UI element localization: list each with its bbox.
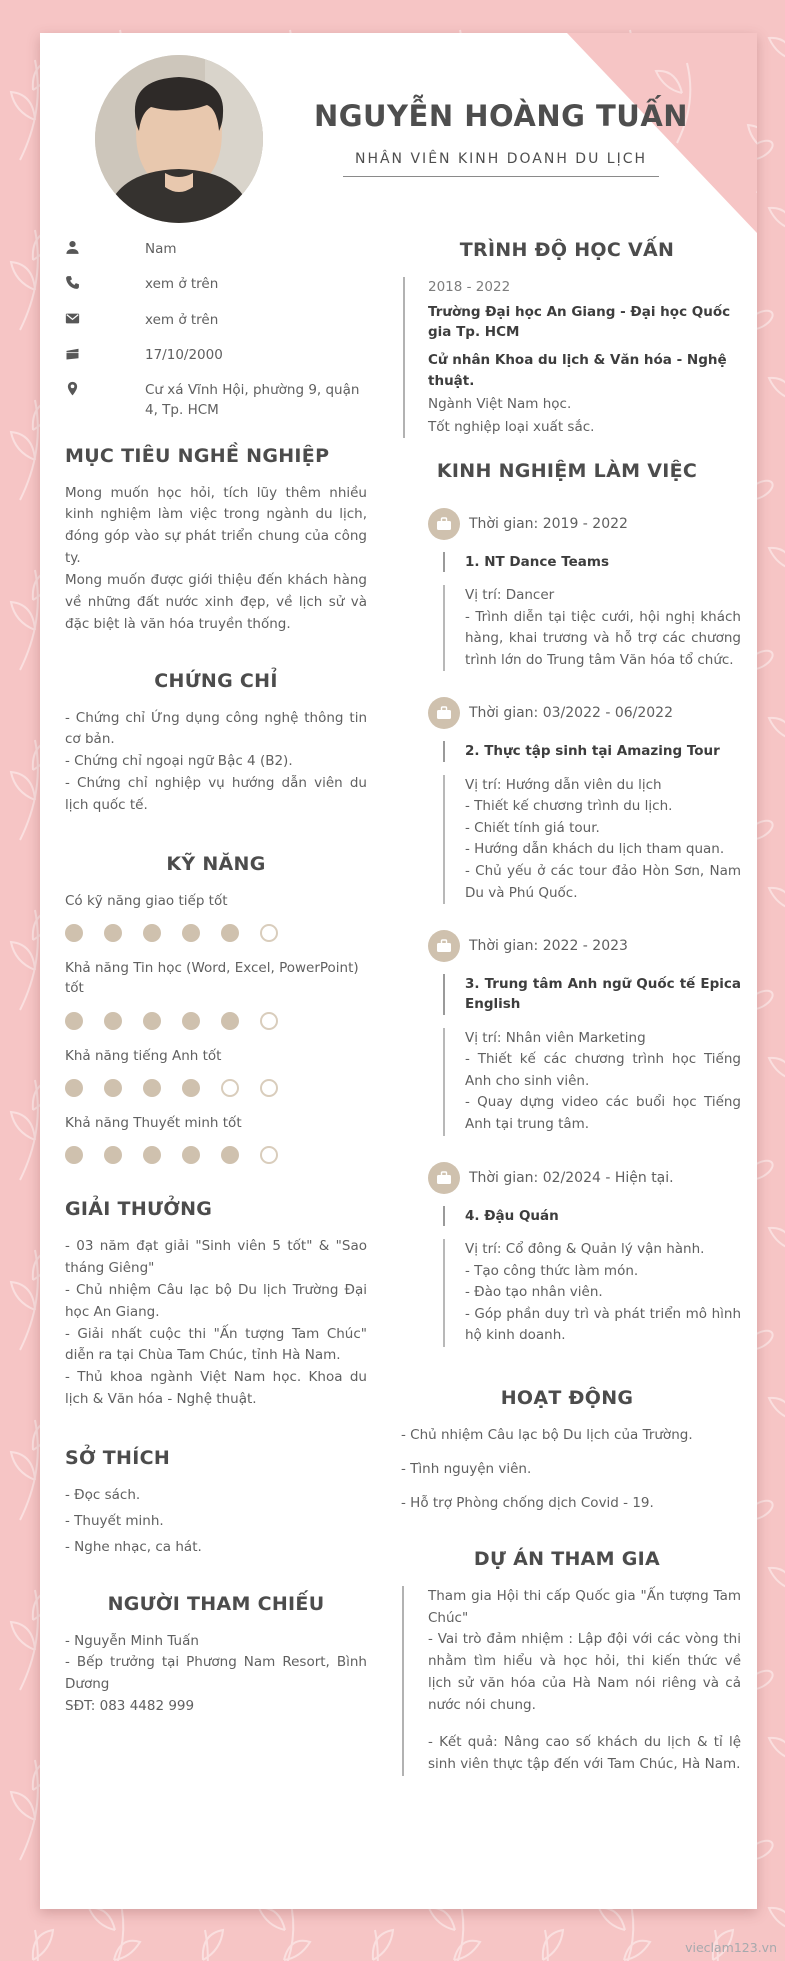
activity-item: - Tình nguyện viên. <box>401 1460 532 1477</box>
job-description-line: Vị trí: Dancer <box>465 587 555 604</box>
experience-heading: KINH NGHIỆM LÀM VIỆC <box>436 459 698 482</box>
job-time-row <box>428 697 741 729</box>
skill-dot-empty <box>260 924 278 942</box>
left-column <box>65 239 367 1718</box>
objective-paragraphs <box>65 483 367 636</box>
briefcase-icon <box>428 697 460 729</box>
experience-job <box>393 930 741 1135</box>
skill-dot-filled <box>104 1146 122 1164</box>
reference-line: SĐT: 083 4482 999 <box>65 1698 195 1715</box>
skill-label: Có kỹ năng giao tiếp tốt <box>65 892 228 909</box>
resume-columns <box>40 223 757 1776</box>
job-period: Thời gian: 03/2022 - 06/2022 <box>469 705 673 722</box>
activities-list <box>393 1425 741 1514</box>
candidate-name: NGUYỄN HOÀNG TUẤN <box>313 99 689 133</box>
job-description <box>443 1028 741 1136</box>
objective-paragraph: Mong muốn được giới thiệu đến khách hàng về những đất nước xinh đẹp, về lịch sử và đặc biệt là văn hóa truyền thống. <box>65 571 367 632</box>
education-degree: Cử nhân Khoa du lịch & Văn hóa - Nghệ thuật. <box>428 352 727 389</box>
skill-dot-filled <box>143 1079 161 1097</box>
job-description <box>443 585 741 671</box>
job-period: Thời gian: 02/2024 - Hiện tại. <box>469 1169 674 1186</box>
activities-heading: HOẠT ĐỘNG <box>500 1386 634 1409</box>
reference-line: - Bếp trưởng tại Phương Nam Resort, Bình Dương <box>65 1654 367 1693</box>
job-description-line: - Đào tạo nhân viên. <box>465 1284 603 1301</box>
skill-dot-filled <box>65 924 83 942</box>
skill-dot-filled <box>65 1012 83 1030</box>
briefcase-icon <box>428 508 460 540</box>
header <box>40 33 757 223</box>
candidate-job-title: NHÂN VIÊN KINH DOANH DU LỊCH <box>343 151 659 177</box>
activity-item: - Hỗ trợ Phòng chống dịch Covid - 19. <box>401 1494 654 1511</box>
job-description-line: - Thiết kế chương trình du lịch. <box>465 798 673 815</box>
header-text <box>263 99 757 223</box>
job-period: Thời gian: 2019 - 2022 <box>469 515 628 532</box>
certificate-item: - Chứng chỉ ngoại ngữ Bậc 4 (B2). <box>65 753 293 770</box>
contact-row-dob <box>65 345 367 365</box>
skill-dot-filled <box>221 1146 239 1164</box>
activity-item: - Chủ nhiệm Câu lạc bộ Du lịch của Trường. <box>401 1426 693 1443</box>
education-school: Trường Đại học An Giang - Đại học Quốc gia Tp. HCM <box>428 303 731 341</box>
certificates-heading: CHỨNG CHỈ <box>154 669 278 692</box>
experience-job <box>393 697 741 904</box>
skill-dot-empty <box>221 1079 239 1097</box>
skill-label: Khả năng Thuyết minh tốt <box>65 1114 242 1131</box>
contact-row-gender <box>65 239 367 259</box>
skill-dot-filled <box>104 1079 122 1097</box>
skill-dot-filled <box>182 1012 200 1030</box>
awards-section <box>65 1198 367 1411</box>
award-item: - Giải nhất cuộc thi "Ấn tượng Tam Chúc" diễn ra tại Chùa Tam Chúc, tỉnh Hà Nam. <box>65 1325 367 1364</box>
skills-heading: KỸ NĂNG <box>166 852 266 875</box>
hobbies-heading: SỞ THÍCH <box>65 1446 171 1469</box>
certificates-section <box>65 670 367 817</box>
award-item: - 03 năm đạt giải "Sinh viên 5 tốt" & "Sao tháng Giêng" <box>65 1238 367 1276</box>
job-description-line: Vị trí: Cổ đông & Quản lý vận hành. <box>465 1240 705 1257</box>
skill-dot-filled <box>143 1146 161 1164</box>
education-heading: TRÌNH ĐỘ HỌC VẤN <box>459 239 675 261</box>
skill-dot-filled <box>143 924 161 942</box>
job-description-line: - Thiết kế các chương trình học Tiếng Anh cho sinh viên. <box>465 1051 741 1089</box>
job-description-line: - Góp phần duy trì và phát triển mô hình hộ kinh doanh. <box>465 1305 741 1344</box>
awards-list <box>65 1236 367 1411</box>
skill-dot-filled <box>104 924 122 942</box>
education-major: Ngành Việt Nam học. <box>428 395 572 412</box>
right-column <box>393 239 741 1776</box>
skill-dot-filled <box>182 1079 200 1097</box>
experience-section <box>393 460 741 1347</box>
job-title: 2. Thực tập sinh tại Amazing Tour <box>443 741 741 761</box>
award-item: - Chủ nhiệm Câu lạc bộ Du lịch Trường Đại học An Giang. <box>65 1281 367 1320</box>
job-title: 1. NT Dance Teams <box>443 552 741 572</box>
education-result: Tốt nghiệp loại xuất sắc. <box>428 418 595 435</box>
location-pin-icon <box>65 380 81 400</box>
person-icon <box>65 239 81 259</box>
contact-section <box>65 239 367 421</box>
project-paragraph: - Vai trò đảm nhiệm : Lập đội với các vòng thi nhằm tìm hiểu và học hỏi, thi kiến thức về lịch sử văn hóa của Hà Nam nói riêng và cả nước nói chung. <box>428 1631 741 1713</box>
job-description-line: - Tạo công thức làm món. <box>465 1262 639 1279</box>
contact-email-value: xem ở trên <box>145 311 219 328</box>
references-list <box>65 1631 367 1718</box>
experience-job <box>393 1162 741 1347</box>
objective-paragraph: Mong muốn học hỏi, tích lũy thêm nhiều kinh nghiệm làm việc trong ngành du lịch, đóng góp vào sự phát triển chung của công ty. <box>65 484 367 567</box>
watermark: vieclam123.vn <box>685 1940 777 1955</box>
hobbies-list <box>65 1485 367 1559</box>
skill-dots <box>65 1146 367 1164</box>
job-title: 4. Đậu Quán <box>443 1206 741 1226</box>
projects-content <box>402 1586 741 1776</box>
skill-item <box>65 1113 367 1164</box>
skill-item <box>65 958 367 1030</box>
skill-dot-empty <box>260 1079 278 1097</box>
references-heading: NGƯỜI THAM CHIẾU <box>107 1592 325 1615</box>
skill-dot-empty <box>260 1012 278 1030</box>
skill-dot-filled <box>143 1012 161 1030</box>
hobby-item: - Nghe nhạc, ca hát. <box>65 1538 202 1555</box>
awards-heading: GIẢI THƯỞNG <box>65 1198 213 1221</box>
skill-dot-filled <box>221 924 239 942</box>
job-description-line: Vị trí: Hướng dẫn viên du lịch <box>465 776 662 793</box>
skill-dot-filled <box>182 924 200 942</box>
certificate-item: - Chứng chỉ nghiệp vụ hướng dẫn viên du lịch quốc tế. <box>65 775 367 813</box>
contact-gender-value: Nam <box>145 241 177 257</box>
job-description-line: Vị trí: Nhân viên Marketing <box>465 1029 646 1046</box>
education-period: 2018 - 2022 <box>428 279 511 295</box>
skill-dot-filled <box>104 1012 122 1030</box>
contact-dob-value: 17/10/2000 <box>145 346 223 363</box>
briefcase-icon <box>428 1162 460 1194</box>
job-time-row <box>428 508 741 540</box>
calendar-icon <box>65 345 81 365</box>
activities-section <box>393 1387 741 1514</box>
job-description-line: - Quay dựng video các buổi học Tiếng Anh tại trung tâm. <box>465 1094 741 1133</box>
skill-dot-filled <box>65 1079 83 1097</box>
profile-photo <box>95 55 263 223</box>
projects-section <box>393 1548 741 1776</box>
briefcase-icon <box>428 930 460 962</box>
contact-row-email <box>65 310 367 330</box>
phone-icon <box>65 274 81 294</box>
hobbies-section <box>65 1447 367 1559</box>
job-description <box>443 775 741 905</box>
skill-item <box>65 891 367 942</box>
contact-row-address <box>65 380 367 421</box>
hobby-item: - Đọc sách. <box>65 1486 141 1503</box>
job-title: 3. Trung tâm Anh ngữ Quốc tế Epica English <box>443 974 741 1015</box>
award-item: - Thủ khoa ngành Việt Nam học. Khoa du lịch & Văn hóa - Nghệ thuật. <box>65 1369 367 1408</box>
job-description-line: - Trình diễn tại tiệc cưới, hội nghị khách hàng, khai trương và hỗ trợ các chương trình lớn do Trung tâm Văn hóa tổ chức. <box>465 608 741 668</box>
skill-dot-filled <box>182 1146 200 1164</box>
skills-section <box>65 853 367 1164</box>
experience-job <box>393 508 741 672</box>
projects-heading: DỰ ÁN THAM GIA <box>473 1547 661 1570</box>
job-description-line: - Hướng dẫn khách du lịch tham quan. <box>465 841 725 858</box>
skill-label: Khả năng tiếng Anh tốt <box>65 1047 222 1064</box>
skill-dot-filled <box>65 1146 83 1164</box>
skill-dot-empty <box>260 1146 278 1164</box>
job-description-line: - Chiết tính giá tour. <box>465 819 600 836</box>
job-description-line: - Chủ yếu ở các tour đảo Hòn Sơn, Nam Du và Phú Quốc. <box>465 863 741 901</box>
project-paragraph: - Kết quả: Nâng cao số khách du lịch & tỉ lệ sinh viên thực tập đến với Tam Chúc, Hà Nam. <box>428 1733 741 1772</box>
education-section <box>393 239 741 438</box>
education-entry <box>403 277 741 438</box>
skill-dots <box>65 1012 367 1030</box>
skill-dots <box>65 924 367 942</box>
resume-page <box>40 33 757 1909</box>
skill-dot-filled <box>221 1012 239 1030</box>
project-paragraph: Tham gia Hội thi cấp Quốc gia "Ấn tượng Tam Chúc" <box>428 1587 741 1626</box>
references-section <box>65 1593 367 1718</box>
objective-heading: MỤC TIÊU NGHỀ NGHIỆP <box>65 444 330 467</box>
skill-dots <box>65 1079 367 1097</box>
envelope-icon <box>65 310 81 330</box>
job-time-row <box>428 1162 741 1194</box>
certificate-item: - Chứng chỉ Ứng dụng công nghệ thông tin cơ bản. <box>65 709 367 748</box>
reference-line: - Nguyễn Minh Tuấn <box>65 1632 199 1649</box>
job-time-row <box>428 930 741 962</box>
job-description <box>443 1239 741 1347</box>
certificates-list <box>65 708 367 817</box>
skill-label: Khả năng Tin học (Word, Excel, PowerPoint) tốt <box>65 960 359 997</box>
job-period: Thời gian: 2022 - 2023 <box>469 938 628 955</box>
objective-section <box>65 445 367 636</box>
hobby-item: - Thuyết minh. <box>65 1512 164 1529</box>
contact-row-phone <box>65 274 367 294</box>
skill-item <box>65 1046 367 1097</box>
contact-address-value: Cư xá Vĩnh Hội, phường 9, quận 4, Tp. HCM <box>145 382 360 419</box>
contact-phone-value: xem ở trên <box>145 276 219 293</box>
